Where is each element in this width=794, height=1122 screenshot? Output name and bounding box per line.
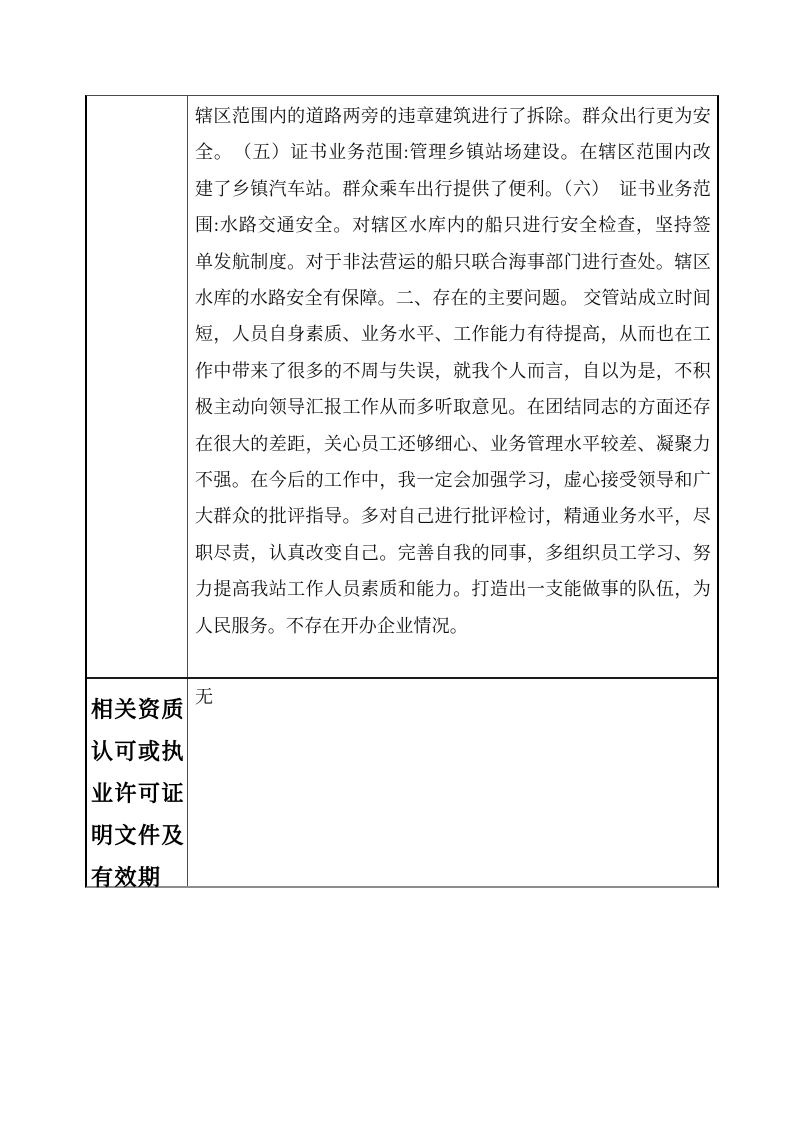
qualification-label-line: 明文件及 [91, 823, 186, 848]
report-label-cell-empty [87, 96, 188, 677]
report-text-line: 力提高我站工作人员素质和能力。打造出一支能做事的队伍，为 [195, 579, 711, 600]
report-text-line: 围:水路交通安全。对辖区水库内的船只进行安全检查，坚持签 [195, 215, 711, 236]
report-text-line: 作中带来了很多的不周与失误，就我个人而言，自以为是，不积 [195, 360, 711, 381]
qualification-label-line: 认可或执 [91, 739, 186, 764]
qualification-label-line: 相关资质 [91, 697, 186, 722]
report-text-line: 短，人员自身素质、业务水平、工作能力有待提高，从而也在工 [195, 324, 711, 345]
report-text-line: 水库的水路安全有保障。二、存在的主要问题。 交管站成立时间 [195, 288, 711, 309]
qualification-label-cell [87, 679, 188, 890]
qualification-label-line: 业许可证 [91, 781, 186, 806]
qualification-value-cell [188, 679, 717, 886]
qualification-row [87, 677, 717, 890]
qualification-value: 无 [195, 687, 213, 707]
report-text-line: 辖区范围内的道路两旁的违章建筑进行了拆除。群众出行更为安 [195, 106, 711, 126]
report-text-line: 不强。在今后的工作中，我一定会加强学习，虚心接受领导和广 [195, 470, 711, 491]
report-text-cell [188, 96, 717, 677]
report-text-line: 单发航制度。对于非法营运的船只联合海事部门进行查处。辖区 [195, 251, 711, 272]
qualification-report-table [85, 95, 719, 888]
report-text-line: 在很大的差距，关心员工还够细心、业务管理水平较差、凝聚力 [195, 433, 711, 454]
report-text-line: 大群众的批评指导。多对自己进行批评检讨，精通业务水平，尽 [195, 506, 711, 527]
report-text-line: 人民服务。不存在开办企业情况。 [195, 615, 468, 636]
report-text-line: 建了乡镇汽车站。群众乘车出行提供了便利。（六） 证书业务范 [195, 178, 711, 199]
report-text-line: 极主动向领导汇报工作从而多听取意见。在团结同志的方面还存 [195, 397, 711, 418]
report-text-line: 全。 （五）证书业务范围:管理乡镇站场建设。在辖区范围内改 [195, 142, 711, 163]
qualification-label-line: 有效期 [91, 865, 162, 890]
report-text-line: 职尽责，认真改变自己。完善自我的同事，多组织员工学习、努 [195, 542, 711, 563]
report-continuation-row [87, 96, 717, 677]
